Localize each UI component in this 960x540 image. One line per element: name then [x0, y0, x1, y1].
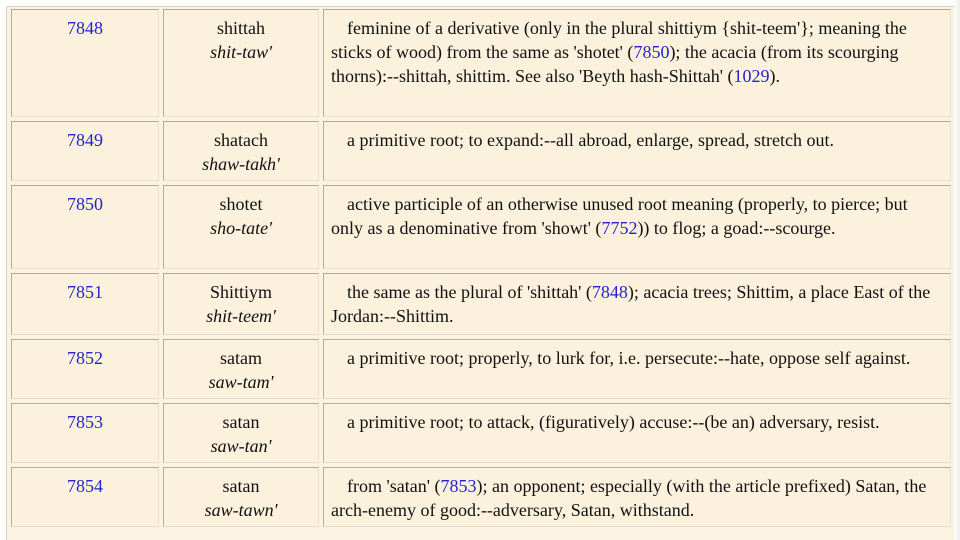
strongs-number-link[interactable]: 7850 — [67, 194, 103, 214]
table-row — [11, 339, 951, 399]
word-cell — [163, 339, 319, 399]
pronunciation: saw-tan' — [210, 436, 272, 456]
definition-cell — [323, 339, 951, 399]
table-row — [11, 273, 951, 335]
definition-text — [331, 346, 942, 370]
definition-fragment: )) to flog; a goad:--scourge. — [637, 218, 836, 238]
definition-fragment: ); an opponent; especially (with the article prefixed) Satan, the arch-enemy of good:--adversary, Satan, withstand. — [331, 476, 927, 520]
definition-fragment: the same as the plural of 'shittah' ( — [347, 282, 592, 302]
table-row — [11, 467, 951, 527]
hebrew-word: Shittiym — [209, 282, 272, 302]
strongs-number-cell — [11, 273, 159, 335]
pronunciation: saw-tawn' — [204, 500, 278, 520]
strongs-number-cell — [11, 121, 159, 181]
definition-fragment: feminine of a derivative (only in the plural shittiym {shit-teem'}; meaning the sticks of wood) from the same as 'shotet' ( — [331, 18, 907, 62]
definition-fragment: ); acacia trees; Shittim, a place East of the Jordan:--Shittim. — [331, 282, 931, 326]
cross-reference-link[interactable]: 7853 — [440, 476, 477, 496]
definition-cell — [323, 121, 951, 181]
definition-text — [331, 280, 942, 328]
word-cell — [163, 467, 319, 527]
pronunciation: shit-taw' — [210, 42, 272, 62]
definition-fragment: from 'satan' ( — [347, 476, 441, 496]
strongs-number-link[interactable]: 7852 — [67, 348, 103, 368]
strongs-number-cell — [11, 467, 159, 527]
definition-fragment: a primitive root; to expand:--all abroad, enlarge, spread, stretch out. — [347, 130, 835, 150]
strongs-number-link[interactable]: 7851 — [67, 282, 103, 302]
definition-cell — [323, 185, 951, 269]
definition-text — [331, 16, 942, 88]
cross-reference-link[interactable]: 7848 — [591, 282, 628, 302]
definition-cell — [323, 403, 951, 463]
word-cell — [163, 185, 319, 269]
strongs-number-cell — [11, 9, 159, 117]
cross-reference-link[interactable]: 7752 — [601, 218, 638, 238]
hebrew-word: satan — [222, 476, 260, 496]
definition-text — [331, 410, 942, 434]
cross-reference-link[interactable]: 7850 — [633, 42, 670, 62]
definition-text — [331, 474, 942, 522]
word-cell — [163, 121, 319, 181]
strongs-number-link[interactable]: 7848 — [67, 18, 103, 38]
hebrew-word: satam — [220, 348, 262, 368]
definition-fragment: ); the acacia (from its scourging thorns):--shittah, shittim. See also 'Beyth hash-Shittah' ( — [331, 42, 899, 86]
window-edge — [954, 0, 960, 540]
pronunciation: shit-teem' — [206, 306, 276, 326]
table-row — [11, 403, 951, 463]
strongs-number-cell — [11, 403, 159, 463]
pronunciation: shaw-takh' — [202, 154, 280, 174]
definition-text — [331, 128, 942, 152]
concordance-table — [6, 6, 956, 540]
hebrew-word: shittah — [217, 18, 265, 38]
strongs-number-cell — [11, 185, 159, 269]
definition-fragment: active participle of an otherwise unused root meaning (properly, to pierce; but only as a denominative from 'showt' ( — [331, 194, 908, 238]
definition-fragment: a primitive root; properly, to lurk for, i.e. persecute:--hate, oppose self against. — [347, 348, 911, 368]
definition-cell — [323, 9, 951, 117]
table-row — [11, 9, 951, 117]
definition-fragment: a primitive root; to attack, (figuratively) accuse:--(be an) adversary, resist. — [347, 412, 880, 432]
definition-fragment: ). — [769, 66, 780, 86]
strongs-number-cell — [11, 339, 159, 399]
word-cell — [163, 403, 319, 463]
hebrew-word: satan — [222, 412, 260, 432]
hebrew-word: shatach — [214, 130, 268, 150]
definition-text — [331, 192, 942, 240]
strongs-number-link[interactable]: 7853 — [67, 412, 103, 432]
definition-cell — [323, 467, 951, 527]
strongs-number-link[interactable]: 7854 — [67, 476, 103, 496]
definition-cell — [323, 273, 951, 335]
word-cell — [163, 9, 319, 117]
word-cell — [163, 273, 319, 335]
cross-reference-link[interactable]: 1029 — [733, 66, 770, 86]
pronunciation: saw-tam' — [208, 372, 274, 392]
hebrew-word: shotet — [219, 194, 263, 214]
pronunciation: sho-tate' — [210, 218, 272, 238]
strongs-number-link[interactable]: 7849 — [67, 130, 103, 150]
table-row — [11, 185, 951, 269]
table-row — [11, 121, 951, 181]
